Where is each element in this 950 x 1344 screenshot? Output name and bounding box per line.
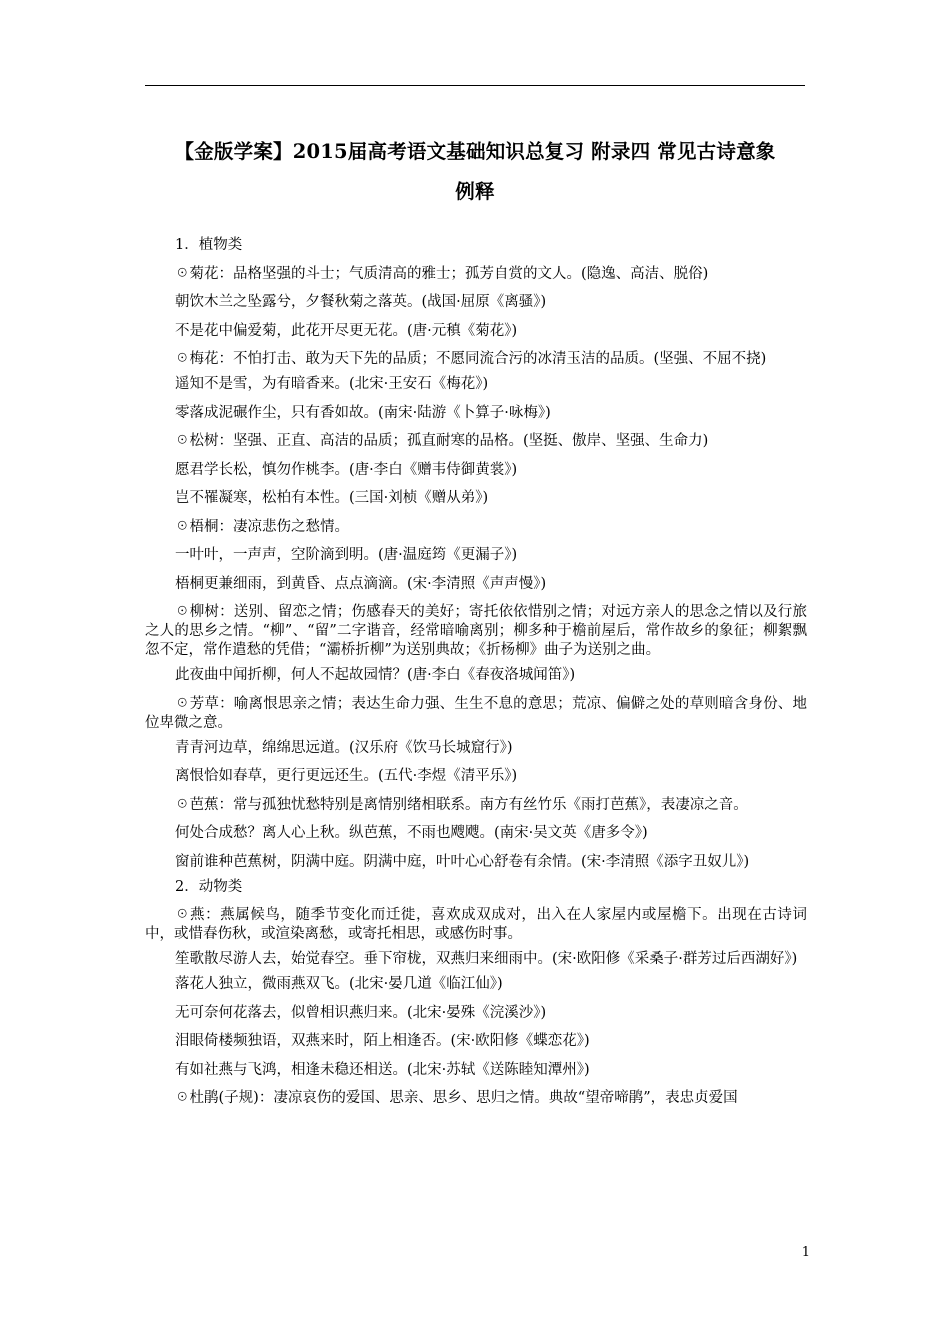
paragraph: ☉杜鹃(子规)：凄凉哀伤的爱国、思亲、思乡、思归之情。典故“望帝啼鹃”，表忠贞爱国 bbox=[175, 1090, 738, 1106]
paragraph: 零落成泥碾作尘，只有香如故。(南宋·陆游《卜算子·咏梅》) bbox=[175, 404, 551, 421]
section-heading-plants: 1．植物类 bbox=[175, 237, 243, 253]
paragraph: ☉柳树：送别、留恋之情；伤感春天的美好；寄托依依惜别之情；对远方亲人的思念之情以及行旅之人的思乡之情。“柳”、“留”二字谐音，经常暗喻离别；柳多种于檐前屋后，常作故乡的象征；柳絮飘忽不定，常作遣愁的凭借；“灞桥折柳”为送别典故；《折杨柳》曲子为送别之曲。 bbox=[145, 604, 807, 658]
paragraph: 青青河边草，绵绵思远道。(汉乐府《饮马长城窟行》) bbox=[175, 739, 513, 756]
paragraph: 何处合成愁？离人心上秋。纵芭蕉，不雨也飕飕。(南宋·吴文英《唐多令》) bbox=[175, 825, 648, 841]
section-heading-animals: 2．动物类 bbox=[175, 878, 243, 895]
paragraph: 泪眼倚楼频独语，双燕来时，陌上相逢否。(宋·欧阳修《蝶恋花》) bbox=[175, 1033, 590, 1049]
paragraph: 此夜曲中闻折柳，何人不起故园情？(唐·李白《春夜洛城闻笛》) bbox=[175, 667, 576, 683]
paragraph: ☉燕：燕属候鸟，随季节变化而迁徙，喜欢成双成对，出入在人家屋内或屋檐下。出现在古诗词中，或惜春伤秋，或渲染离愁，或寄托相思，或感伤时事。 bbox=[145, 907, 807, 942]
paragraph: 落花人独立，微雨燕双飞。(北宋·晏几道《临江仙》) bbox=[175, 976, 503, 992]
paragraph: 岂不罹凝寒，松柏有本性。(三国·刘桢《赠从弟》) bbox=[175, 490, 489, 506]
paragraph: ☉芭蕉：常与孤独忧愁特别是离情别绪相联系。南方有丝竹乐《雨打芭蕉》，表凄凉之音。 bbox=[175, 796, 748, 813]
paragraph: 朝饮木兰之坠露兮，夕餐秋菊之落英。(战国·屈原《离骚》) bbox=[175, 294, 547, 310]
paragraph: ☉松树：坚强、正直、高洁的品质；孤直耐寒的品格。(坚挺、傲岸、坚强、生命力) bbox=[175, 433, 709, 449]
paragraph: ☉芳草：喻离恨思亲之情；表达生命力强、生生不息的意思；荒凉、偏僻之处的草则暗含身份、地位卑微之意。 bbox=[145, 695, 807, 731]
title-line-2: 例释 bbox=[455, 180, 495, 203]
paragraph: 笙歌散尽游人去，始觉春空。垂下帘栊，双燕归来细雨中。(宋·欧阳修《采桑子·群芳过后西湖好》) bbox=[175, 951, 798, 967]
paragraph: ☉梧桐：凄凉悲伤之愁情。 bbox=[175, 518, 349, 535]
page-number: 1 bbox=[801, 1245, 810, 1260]
paragraph: 窗前谁种芭蕉树，阴满中庭。阴满中庭，叶叶心心舒卷有余情。(宋·李清照《添字丑奴儿》) bbox=[175, 853, 750, 870]
paragraph: 无可奈何花落去，似曾相识燕归来。(北宋·晏殊《浣溪沙》) bbox=[175, 1004, 547, 1021]
document-body bbox=[145, 236, 807, 1118]
paragraph: 一叶叶，一声声，空阶滴到明。(唐·温庭筠《更漏子》) bbox=[175, 547, 518, 563]
paragraph: ☉梅花：不怕打击、敢为天下先的品质；不愿同流合污的冰清玉洁的品质。(坚强、不屈不挠) bbox=[175, 351, 767, 367]
paragraph: 愿君学长松，慎勿作桃李。(唐·李白《赠韦侍御黄裳》) bbox=[175, 461, 518, 478]
paragraph: 遥知不是雪，为有暗香来。(北宋·王安石《梅花》) bbox=[175, 376, 489, 392]
document-title bbox=[145, 132, 805, 212]
title-line-1: 【金版学案】2015届高考语文基础知识总复习 附录四 常见古诗意象 bbox=[174, 140, 776, 163]
paragraph: ☉菊花：品格坚强的斗士；气质清高的雅士；孤芳自赏的文人。(隐逸、高洁、脱俗) bbox=[175, 265, 709, 282]
paragraph: 离恨恰如春草，更行更远还生。(五代·李煜《清平乐》) bbox=[175, 768, 518, 784]
paragraph: 梧桐更兼细雨，到黄昏、点点滴滴。(宋·李清照《声声慢》) bbox=[175, 575, 547, 592]
header-rule bbox=[145, 85, 805, 86]
paragraph: 不是花中偏爱菊，此花开尽更无花。(唐·元稹《菊花》) bbox=[175, 322, 518, 339]
paragraph: 有如社燕与飞鸿，相逢未稳还相送。(北宋·苏轼《送陈睦知潭州》) bbox=[175, 1061, 590, 1078]
